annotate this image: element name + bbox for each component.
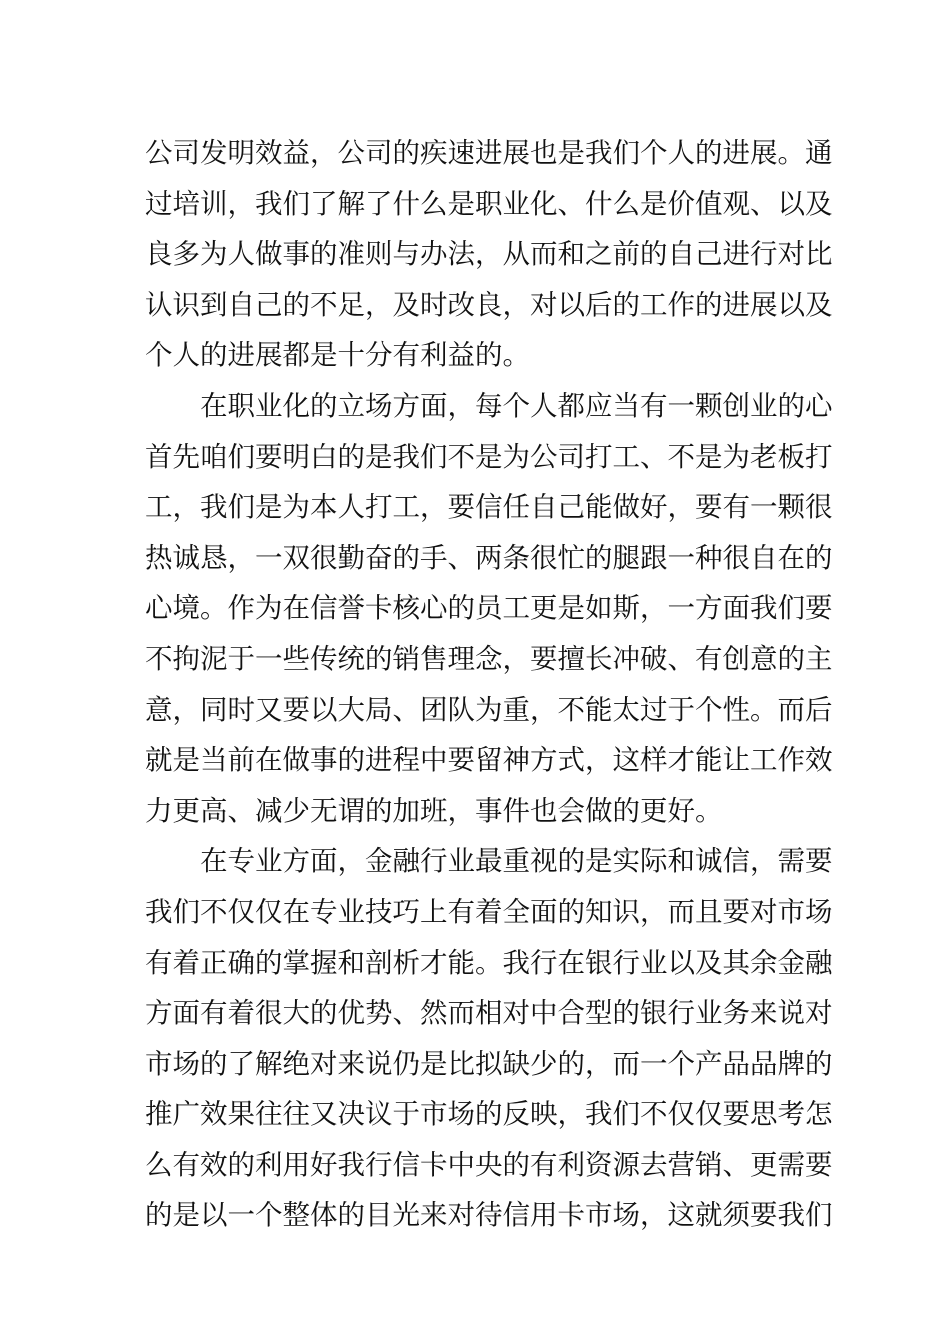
text-line: 市场的了解绝对来说仍是比拟缺少的，而一个产品品牌的 (145, 1047, 833, 1080)
text-line: 就是当前在做事的进程中要留神方式，这样才能让工作效 (145, 744, 833, 777)
body-text (145, 128, 833, 1241)
text-line: 有着正确的掌握和剖析才能。我行在银行业以及其余金融 (145, 946, 833, 979)
text-line: 过培训，我们了解了什么是职业化、什么是价值观、以及 (145, 187, 833, 220)
text-line: 推广效果往往又决议于市场的反映，我们不仅仅要思考怎 (145, 1098, 833, 1131)
text-line: 方面有着很大的优势、然而相对中合型的银行业务来说对 (145, 997, 833, 1030)
text-line: 心境。作为在信誉卡核心的员工更是如斯，一方面我们要 (145, 592, 833, 625)
paragraph-start-line: 在职业化的立场方面，每个人都应当有一颗创业的心 (200, 389, 833, 422)
text-line: 热诚恳，一双很勤奋的手、两条很忙的腿跟一种很自在的 (145, 541, 833, 574)
text-line: 首先咱们要明白的是我们不是为公司打工、不是为老板打 (145, 440, 833, 473)
text-line: 良多为人做事的准则与办法，从而和之前的自己进行对比 (145, 238, 833, 271)
text-line: 公司发明效益，公司的疾速进展也是我们个人的进展。通 (145, 137, 833, 169)
text-line: 不拘泥于一些传统的销售理念，要擅长冲破、有创意的主 (145, 642, 833, 675)
paragraph-start-line: 在专业方面，金融行业最重视的是实际和诚信，需要 (200, 845, 833, 878)
text-line: 认识到自己的不足，及时改良，对以后的工作的进展以及 (145, 288, 833, 321)
text-line: 力更高、减少无谓的加班，事件也会做的更好。 (145, 794, 723, 827)
text-line: 意，同时又要以大局、团队为重，不能太过于个性。而后 (145, 693, 833, 726)
text-line: 的是以一个整体的目光来对待信用卡市场，这就须要我们 (145, 1199, 833, 1232)
text-line: 么有效的利用好我行信卡中央的有利资源去营销、更需要 (145, 1148, 833, 1181)
text-line: 我们不仅仅在专业技巧上有着全面的知识，而且要对市场 (145, 895, 833, 928)
text-line: 工，我们是为本人打工，要信任自己能做好，要有一颗很 (145, 491, 833, 524)
text-line: 个人的进展都是十分有利益的。 (145, 339, 530, 372)
